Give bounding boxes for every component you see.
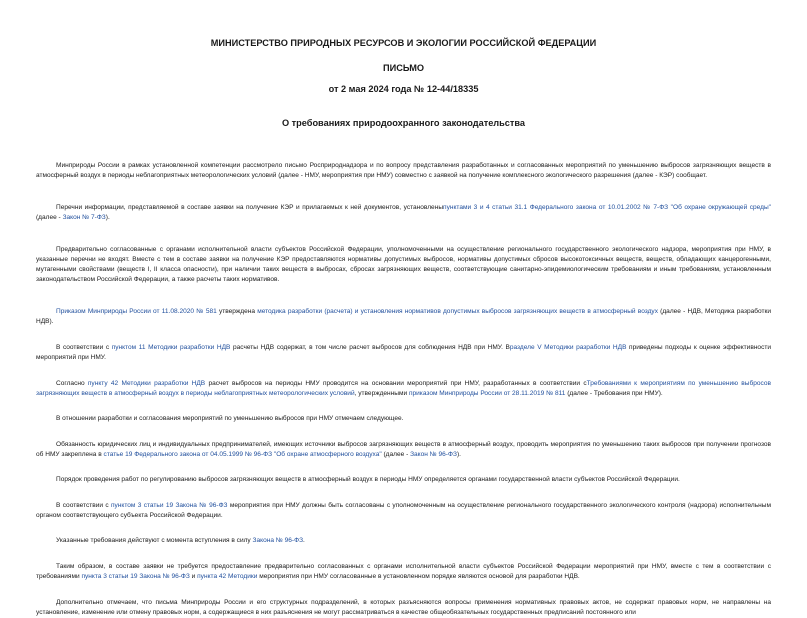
law-96fz-item-3-link[interactable]: пунктом 3 статьи 19 Закона № 96-ФЗ <box>110 501 228 509</box>
text: Перечни информации, представляемой в составе заявки на получение КЭР и прилагаемых к ней документов, установлены <box>56 204 444 212</box>
text: ). <box>105 214 110 222</box>
paragraph-6 <box>36 379 771 399</box>
text: ). <box>456 450 461 458</box>
text: расчет выбросов на периоды НМУ проводится на основании мероприятий при НМУ, разработанных в соответствии с <box>205 379 587 387</box>
law-96fz-item-3-link[interactable]: пункта 3 статьи 19 Закона № 96-ФЗ <box>81 573 190 581</box>
text: Согласно <box>56 379 88 387</box>
methodology-item-11-link[interactable]: пунктом 11 Методики разработки НДВ <box>111 343 231 351</box>
ndv-methodology-link[interactable]: методика разработки (расчета) и установления нормативов допустимых выбросов загрязняющих веществ в атмосферный воздух <box>257 308 658 316</box>
paragraph-13: Дополнительно отмечаем, что письма Минприроды России и его структурных подразделений, в которых разъясняются вопросы применения нормативных правовых актов, не содержат правовых норм, не направлены на установление, изменение или отмену правовых норм, а содержащиеся в них разъяснения не могут рассматриваться в качестве общеобязательных государственных предписаний постоянного или <box>36 598 771 616</box>
nmu-requirements-link[interactable]: Требованиями к мероприятиям по уменьшению выбросов загрязняющих веществ в атмосферный воздух в периоды неблагоприятных метеорологических условий <box>36 379 771 397</box>
text: и <box>189 573 198 581</box>
ministry-name: МИНИСТЕРСТВО ПРИРОДНЫХ РЕСУРСОВ И ЭКОЛОГИИ РОССИЙСКОЙ ФЕДЕРАЦИИ <box>210 38 597 48</box>
law-7fz-article-link[interactable]: пунктами 3 и 4 статьи 31.1 Федерального закона от 10.01.2002 № 7-ФЗ "Об охране окружающей среды" <box>443 204 772 212</box>
text: , утвержденными <box>354 389 409 397</box>
text: расчеты НДВ содержат, в том числе расчет выбросов для соблюдения НДВ при НМУ. В <box>230 343 510 351</box>
paragraph-1: Минприроды России в рамках установленной компетенции рассмотрело письмо Росприроднадзора и по вопросу представления разработанных и согласованных мероприятий по уменьшению выбросов загрязняющих веществ в атмосферный воздух в периоды неблагоприятных метеорологических условий (далее - НМУ, мероприятия при НМУ) совместно с заявкой на получение комплексного экологического разрешения (далее - КЭР) сообщает. <box>36 162 771 180</box>
text: (далее - <box>36 214 63 222</box>
methodology-section-5-link[interactable]: разделе V Методики разработки НДВ <box>509 343 627 351</box>
text: В соответствии с <box>56 501 111 509</box>
text: (далее - НДВ, Методика разработки НДВ). <box>36 308 771 326</box>
paragraph-8 <box>36 440 771 460</box>
law-7fz-link[interactable]: Закон № 7-ФЗ <box>62 214 106 222</box>
text: мероприятия при НМУ согласованные в установленном порядке являются основой для разработки НДВ. <box>257 573 580 581</box>
text: приведены подходы к оценке эффективности мероприятий при НМУ. <box>36 343 772 362</box>
text: В соответствии с <box>56 343 112 351</box>
order-581-link[interactable]: Приказом Минприроды России от 11.08.2020 № 581 <box>56 308 217 316</box>
paragraph-7: В отношении разработки и согласования мероприятий по уменьшению выбросов при НМУ отмечаем следующее. <box>56 415 404 423</box>
paragraph-5 <box>36 343 771 363</box>
document-title: О требованиях природоохранного законодательства <box>281 118 526 128</box>
methodology-item-42-link[interactable]: пункту 42 Методики разработки НДВ <box>87 379 206 387</box>
text: (далее - <box>381 450 411 458</box>
law-96fz-article-19-link[interactable]: статье 19 Федерального закона от 04.05.1999 № 96-ФЗ "Об охране атмосферного воздуха" <box>103 450 382 458</box>
document-body <box>36 161 771 618</box>
paragraph-4 <box>36 307 771 327</box>
paragraph-12 <box>36 562 771 582</box>
paragraph-9: Порядок проведения работ по регулированию выбросов загрязняющих веществ в атмосферный воздух в периоды НМУ определяется органами государственной власти субъектов Российской Федерации. <box>56 476 680 484</box>
text: Указанные требования действуют с момента вступления в силу <box>56 537 253 545</box>
paragraph-2 <box>36 203 771 223</box>
text: мероприятия при НМУ должны быть согласованы с уполномоченным на осуществление регионального государственного экологического контроля (надзора) исполнительным органом соответствующего субъекта Российской Федерации. <box>36 501 771 519</box>
order-811-link[interactable]: приказом Минприроды России от 28.11.2019 № 811 <box>408 389 566 397</box>
document-type: ПИСЬМО <box>382 63 425 73</box>
paragraph-3: Предварительно согласованные с органами исполнительной власти субъектов Российской Федерации, уполномоченными на осуществление регионального государственного экологического надзора, мероприятия при НМУ, в указанные перечни не входят. Вместе с тем в составе заявки на получение КЭР предоставляются нормативы допустимых выбросов, нормативы допустимых сбросов высокотоксичных веществ, веществ, обладающих канцерогенными, мутагенными свойствами (веществ I, II класса опасности), при наличии таких веществ в выбросах, сбросах загрязняющих веществ, соответствующие санитарно-эпидемиологическим требованиям и иным требованиям, установленным законодательством Российской Федерации, а также расчеты таких нормативов. <box>36 246 771 284</box>
law-96fz-link[interactable]: Закона № 96-ФЗ <box>252 537 304 545</box>
law-96fz-link[interactable]: Закон № 96-ФЗ <box>410 450 457 458</box>
paragraph-10 <box>36 501 771 521</box>
paragraph-11 <box>36 536 771 546</box>
text: Таким образом, в составе заявки не требуется предоставление предварительно согласованных с органами исполнительной власти субъектов Российской Федерации мероприятий при НМУ, вместе с тем в соответствии с требованиями <box>36 562 771 581</box>
text: утверждена <box>216 308 258 316</box>
text: (далее - Требования при НМУ). <box>565 389 663 397</box>
text: . <box>303 537 305 545</box>
text: Обязанность юридических лиц и индивидуальных предпринимателей, имеющих источники выбросов загрязняющих веществ в атмосферный воздух, проводить мероприятия по уменьшению таких выбросов при получении прогнозов об НМУ закреплена в <box>36 440 771 458</box>
methodology-item-42-link[interactable]: пункта 42 Методики <box>197 573 258 581</box>
document-date-number: от 2 мая 2024 года № 12-44/18335 <box>328 84 479 94</box>
